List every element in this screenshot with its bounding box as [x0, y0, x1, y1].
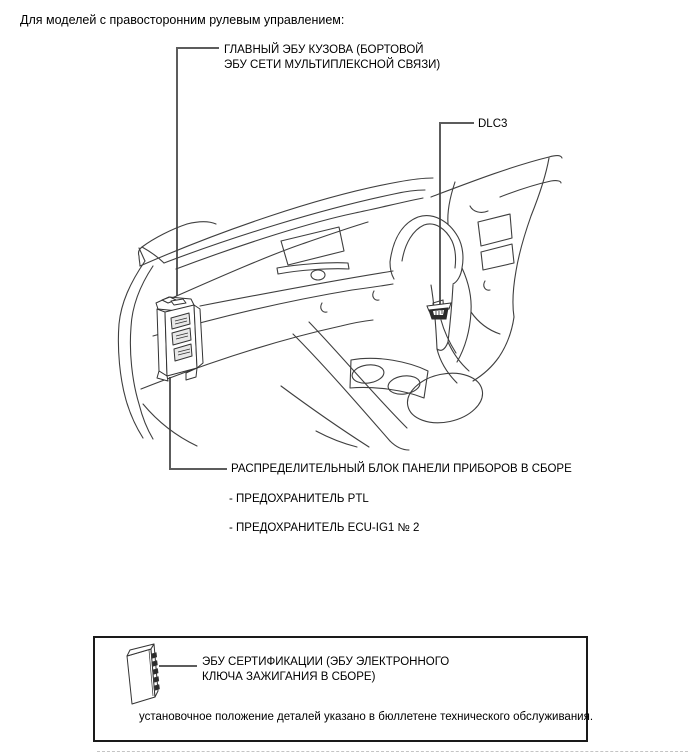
service-bulletin-note: установочное положение деталей указано в бюллетене технического обслуживания.: [139, 711, 594, 723]
dlc3-connector-drawing: [427, 303, 451, 319]
label-main-body-ecu: [224, 43, 440, 73]
leader-line-dlc3: [440, 123, 474, 305]
label-fuse-ptl: - ПРЕДОХРАНИТЕЛЬ PTL: [229, 493, 369, 505]
page-edge-artifact: [97, 751, 688, 752]
leader-lines: [159, 48, 474, 666]
label-certification-ecu-line2: КЛЮЧА ЗАЖИГАНИЯ В СБОРЕ): [202, 671, 376, 683]
label-certification-ecu-line1: ЭБУ СЕРТИФИКАЦИИ (ЭБУ ЭЛЕКТРОННОГО: [202, 656, 450, 668]
label-main-body-ecu-line1: ГЛАВНЫЙ ЭБУ КУЗОВА (БОРТОВОЙ: [224, 44, 424, 56]
leader-line-main-body-ecu: [177, 48, 219, 296]
label-certification-ecu: [202, 655, 449, 685]
label-fuse-ecu-ig1-no2: - ПРЕДОХРАНИТЕЛЬ ECU-IG1 № 2: [229, 522, 420, 534]
junction-block-drawing: [156, 297, 203, 381]
leader-line-junction-block: [170, 377, 227, 469]
label-dlc3: DLC3: [478, 118, 508, 130]
note-box: [93, 636, 588, 742]
label-main-body-ecu-line2: ЭБУ СЕТИ МУЛЬТИПЛЕКСНОЙ СВЯЗИ): [224, 59, 441, 71]
label-junction-block: РАСПРЕДЕЛИТЕЛЬНЫЙ БЛОК ПАНЕЛИ ПРИБОРОВ В СБОРЕ: [231, 463, 572, 475]
intro-text: Для моделей с правосторонним рулевым управлением:: [20, 13, 345, 27]
